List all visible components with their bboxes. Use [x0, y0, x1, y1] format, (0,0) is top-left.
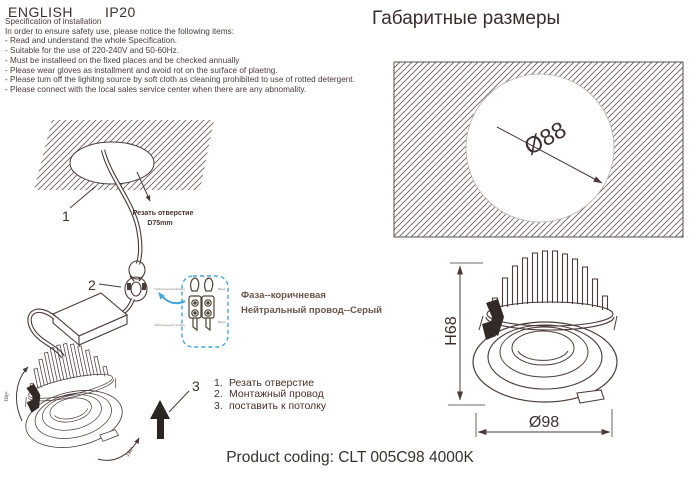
terminal-label-phase-bottom: Фаза [218, 320, 226, 324]
cutout-dimension-drawing [394, 62, 683, 237]
dim-diameter-label: Ø98 [528, 414, 560, 431]
spec-line: - Please tum off the lighitng source by soft cloth as cleaning prohibited to use of rotted detergent. [5, 75, 355, 85]
spec-line: - Please wear gloves as installment and avoid rot on the surface of plaetng. [5, 65, 278, 75]
dim-cutout-label: Ø88 [519, 116, 571, 160]
terminal-label-phase-top: Фаза [218, 287, 226, 291]
spec-line: - Suitable for the use of 220-240V and 50-60Hz. [5, 46, 179, 56]
terminal-label-neutral-top: Нейтральный провод [154, 287, 185, 291]
spec-line: Specification of installation [5, 17, 102, 26]
list-item: 3. поставить к потолку [214, 399, 327, 412]
rotate-arrow-left [16, 367, 28, 421]
spec-line: In order to ensure safety use, please notice the following items: [5, 26, 234, 36]
phase-wire-label: Фаза--коричневая [241, 290, 326, 301]
rotate-label-right: 180° [124, 446, 136, 459]
list-item: 1. Резать отверстие [214, 377, 315, 389]
spec-line: - Read and understand the whole Specification. [5, 36, 178, 46]
spec-line: - Must be installeed on the fixed places and be checked annually [5, 55, 240, 65]
driver-box [53, 293, 127, 345]
callout-3: 3 [192, 378, 200, 394]
rotate-label-left: 180° [3, 391, 12, 403]
list-item: 2. Монтажный провод [214, 388, 324, 401]
terminal-label-neutral-bottom: Нейтральный провод [154, 323, 185, 327]
cut-note-line2: D75mm [147, 220, 173, 227]
fixture-dimension-drawing [443, 251, 617, 437]
wiring-detail [154, 276, 228, 347]
callout-2: 2 [88, 277, 96, 293]
ceiling-hole [70, 142, 154, 184]
zoom-callout-arrow [159, 293, 185, 303]
downlight-fixture-right [473, 251, 617, 403]
neutral-wire-label: Нейтральный провод--Серый [241, 304, 382, 316]
cut-note-line1: Резать отверстие [132, 210, 194, 217]
product-coding: Product coding: CLT 005C98 4000K [226, 449, 474, 466]
ip-rating: IP20 [105, 4, 136, 20]
language-label: ENGLISH [8, 4, 73, 20]
downlight-fixture-left [10, 335, 127, 456]
callout-1: 1 [62, 208, 70, 224]
page-title: Габаритные размеры [372, 8, 561, 29]
wire-connector [125, 261, 147, 301]
push-up-arrow [150, 400, 170, 439]
spec-line: - Please connect with the local sales service center when there are any abnomality. [5, 84, 307, 94]
dim-height-label: H68 [443, 316, 461, 346]
